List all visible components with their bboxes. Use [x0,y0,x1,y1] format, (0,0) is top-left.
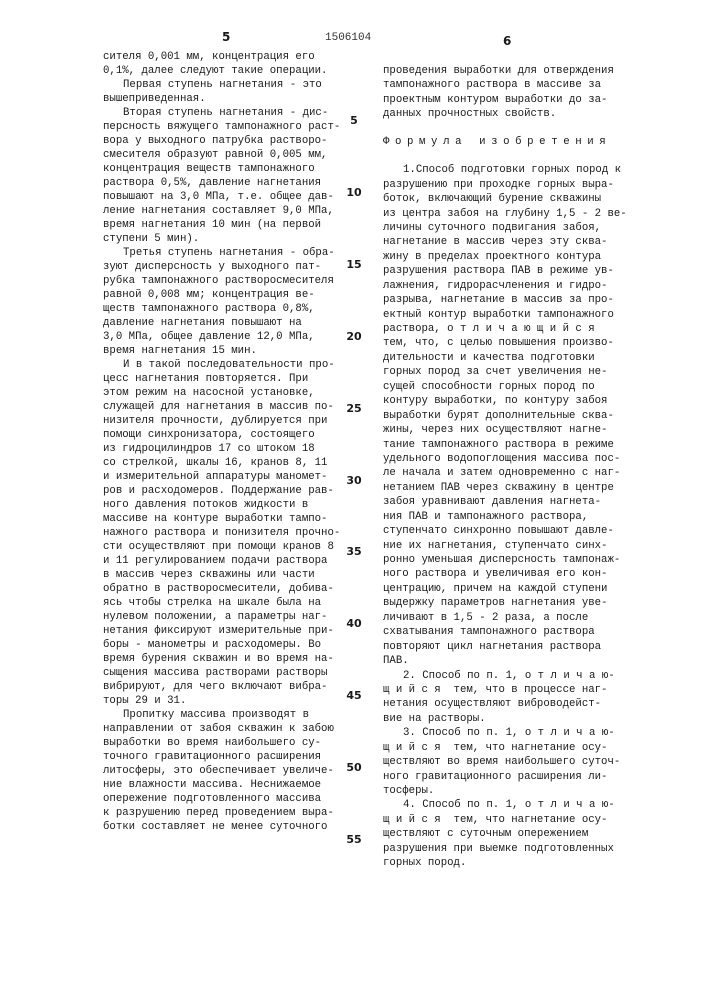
text-line: жины, через них осуществляют нагне- [383,423,645,437]
text-line: тание тампонажного раствора в режиме [383,438,645,452]
text-line: из центра забоя на глубину 1,5 - 2 ве- [383,207,645,221]
text-line: помощи синхронизатора, состоящего [103,428,343,442]
text-line: ществляют во время наибольшего суточ- [383,755,645,769]
text-line: проведения выработки для отверждения [383,64,645,78]
text-line: вие на растворы. [383,712,645,726]
text-line: 4. Способ по п. 1, о т л и ч а ю- [383,798,645,812]
line-number: 10 [345,186,363,199]
text-line: ле начала и затем одновременно с наг- [383,466,645,480]
text-line: этом режим на насосной установке, [103,386,343,400]
text-line: время нагнетания 10 мин (на первой [103,218,343,232]
claims-heading: Формула изобретения [383,135,645,149]
text-line: ление нагнетания составляет 9,0 МПа, [103,204,343,218]
text-line: точного гравитационного расширения [103,750,343,764]
text-line: схватывания тампонажного раствора [383,625,645,639]
paragraph [103,708,343,834]
text-line: сти осуществляют при помощи кранов 8 [103,540,343,554]
text-line: ного раствора и увеличивая его кон- [383,567,645,581]
text-line: персность вяжущего тампонажного раст- [103,120,343,134]
patent-number: 1506104 [325,32,371,45]
text-line: жину в пределах проектного контура [383,250,645,264]
text-line: массиве на контуре выработки тампо- [103,512,343,526]
paragraph [103,246,343,358]
text-line: разрушения при выемке подготовленных [383,842,645,856]
text-line: и измерительной аппаратуры маномет- [103,470,343,484]
text-line: концентрация веществ тампонажного [103,162,343,176]
text-line: повышают на 3,0 МПа, т.е. общее дав- [103,190,343,204]
text-line: горных пород за счет увеличения не- [383,365,645,379]
text-line: низителя прочности, дублируется при [103,414,343,428]
text-line: ступени 5 мин). [103,232,343,246]
text-line: тампонажного раствора в массиве за [383,78,645,92]
text-line: личивают в 1,5 - 2 раза, а после [383,611,645,625]
text-line: к разрушению перед проведением выра- [103,806,343,820]
text-line: нажного раствора и понизителя прочно- [103,526,343,540]
text-line: обратно в растворосмесители, добива- [103,582,343,596]
text-line: Третья ступень нагнетания - обра- [103,246,343,260]
text-line: ботки составляет не менее суточного [103,820,343,834]
text-line: служащей для нагнетания в массив по- [103,400,343,414]
text-line: 3,0 МПа, общее давление 12,0 МПа, [103,330,343,344]
text-line: рубка тампонажного растворосмесителя [103,274,343,288]
text-line: ного давления потоков жидкости в [103,498,343,512]
text-line: вышеприведенная. [103,92,343,106]
text-line: 2. Способ по п. 1, о т л и ч а ю- [383,669,645,683]
text-line: боток, включающий бурение скважины [383,192,645,206]
text-line: время нагнетания 15 мин. [103,344,343,358]
text-line: раствора 0,5%, давление нагнетания [103,176,343,190]
claims-list [383,163,645,870]
text-line: со стрелкой, шкалы 16, кранов 8, 11 [103,456,343,470]
text-line: литосферы, это обеспечивает увеличе- [103,764,343,778]
text-line: проектным контуром выработки до за- [383,93,645,107]
text-line: вора у выходного патрубка растворо- [103,134,343,148]
text-line: ние их нагнетания, ступенчато синх- [383,539,645,553]
text-line: направлении от забоя скважин к забою [103,722,343,736]
text-line: щ и й с я тем, что нагнетание осу- [383,813,645,827]
text-line: 0,1%, далее следуют такие операции. [103,64,343,78]
text-line: ного гравитационного расширения ли- [383,770,645,784]
text-line: нетанием ПАВ через скважину в центре [383,481,645,495]
text-line: тосферы. [383,784,645,798]
line-number: 35 [345,545,363,558]
claim-4 [383,798,645,870]
line-number: 15 [345,258,363,271]
text-line: ронно уменьшая дисперсность тампонаж- [383,553,645,567]
paragraph [103,358,343,708]
text-line: ния ПАВ и тампонажного раствора, [383,510,645,524]
text-line: давление нагнетания повышают на [103,316,343,330]
line-number: 50 [345,761,363,774]
text-line: повторяют цикл нагнетания раствора [383,640,645,654]
text-line: в массив через скважины или части [103,568,343,582]
claim-1 [383,163,645,668]
text-line: смесителя образуют равной 0,005 мм, [103,148,343,162]
text-line: ществ тампонажного раствора 0,8%, [103,302,343,316]
text-line: сителя 0,001 мм, концентрация его [103,50,343,64]
text-line: горных пород. [383,856,645,870]
line-number: 5 [345,114,363,127]
text-line: выработки во время наибольшего су- [103,736,343,750]
text-line: ров и расходомеров. Поддержание рав- [103,484,343,498]
text-line: ПАВ. [383,654,645,668]
text-line: торы 29 и 31. [103,694,343,708]
text-line: забоя уравнивают давления нагнета- [383,495,645,509]
left-page-number: 5 [222,30,230,44]
text-line: цесс нагнетания повторяется. При [103,372,343,386]
text-line: данных прочностных свойств. [383,107,645,121]
text-line: из гидроцилиндров 17 со штоком 18 [103,442,343,456]
text-line: сущей способности горных пород по [383,380,645,394]
text-line: нагнетание в массив через эту сква- [383,235,645,249]
text-line: ступенчато синхронно повышают давле- [383,524,645,538]
text-line: щ и й с я тем, что нагнетание осу- [383,741,645,755]
line-number: 45 [345,689,363,702]
text-line: раствора, о т л и ч а ю щ и й с я [383,322,645,336]
line-number: 25 [345,402,363,415]
text-line: контуру выработки, по контуру забоя [383,394,645,408]
text-line: дительности и качества подготовки [383,351,645,365]
text-line: разрыва, нагнетание в массив за про- [383,293,645,307]
text-line: выработки бурят дополнительные сква- [383,409,645,423]
text-line: нетания фиксируют измерительные при- [103,624,343,638]
text-line: сыщения массива растворами растворы [103,666,343,680]
text-line: выдержку параметров нагнетания уве- [383,596,645,610]
text-line: Вторая ступень нагнетания - дис- [103,106,343,120]
text-line: разрушению при проходке горных выра- [383,178,645,192]
text-line: 3. Способ по п. 1, о т л и ч а ю- [383,726,645,740]
text-line: опережение подготовленного массива [103,792,343,806]
line-number: 40 [345,617,363,630]
text-line: зуют дисперсность у выходного пат- [103,260,343,274]
line-number: 30 [345,474,363,487]
paragraph [383,64,645,122]
text-line: ществляют с суточным опережением [383,827,645,841]
right-page-number: 6 [503,34,511,48]
line-number: 20 [345,330,363,343]
text-line: ектный контур выработки тампонажного [383,308,645,322]
text-line: нулевом положении, а параметры наг- [103,610,343,624]
text-line: ясь чтобы стрелка на шкале была на [103,596,343,610]
claim-3 [383,726,645,798]
text-line: удельного водопоглощения массива пос- [383,452,645,466]
text-line: равной 0,008 мм; концентрация ве- [103,288,343,302]
paragraph [103,78,343,106]
text-line: нетания осуществляют виброводейст- [383,697,645,711]
text-line: разрушения раствора ПАВ в режиме ув- [383,264,645,278]
text-line: ние влажности массива. Неснижаемое [103,778,343,792]
text-line: личины суточного подвигания забоя, [383,221,645,235]
text-line: Пропитку массива производят в [103,708,343,722]
text-line: и 11 регулированием подачи раствора [103,554,343,568]
text-line: время бурения скважин и во время на- [103,652,343,666]
left-text-column [103,50,343,834]
text-line: лажнения, гидрорасчленения и гидро- [383,279,645,293]
description-ending [383,64,645,122]
right-text-column [383,64,645,871]
text-line: боры - манометры и расходомеры. Во [103,638,343,652]
paragraph [103,50,343,78]
text-line: Первая ступень нагнетания - это [103,78,343,92]
text-line: И в такой последовательности про- [103,358,343,372]
line-number: 55 [345,833,363,846]
text-line: тем, что, с целью повышения произво- [383,336,645,350]
text-line: 1.Способ подготовки горных пород к [383,163,645,177]
claim-2 [383,669,645,727]
text-line: центрацию, причем на каждой ступени [383,582,645,596]
paragraph [103,106,343,246]
text-line: вибрируют, для чего включают вибра- [103,680,343,694]
text-line: щ и й с я тем, что в процессе наг- [383,683,645,697]
